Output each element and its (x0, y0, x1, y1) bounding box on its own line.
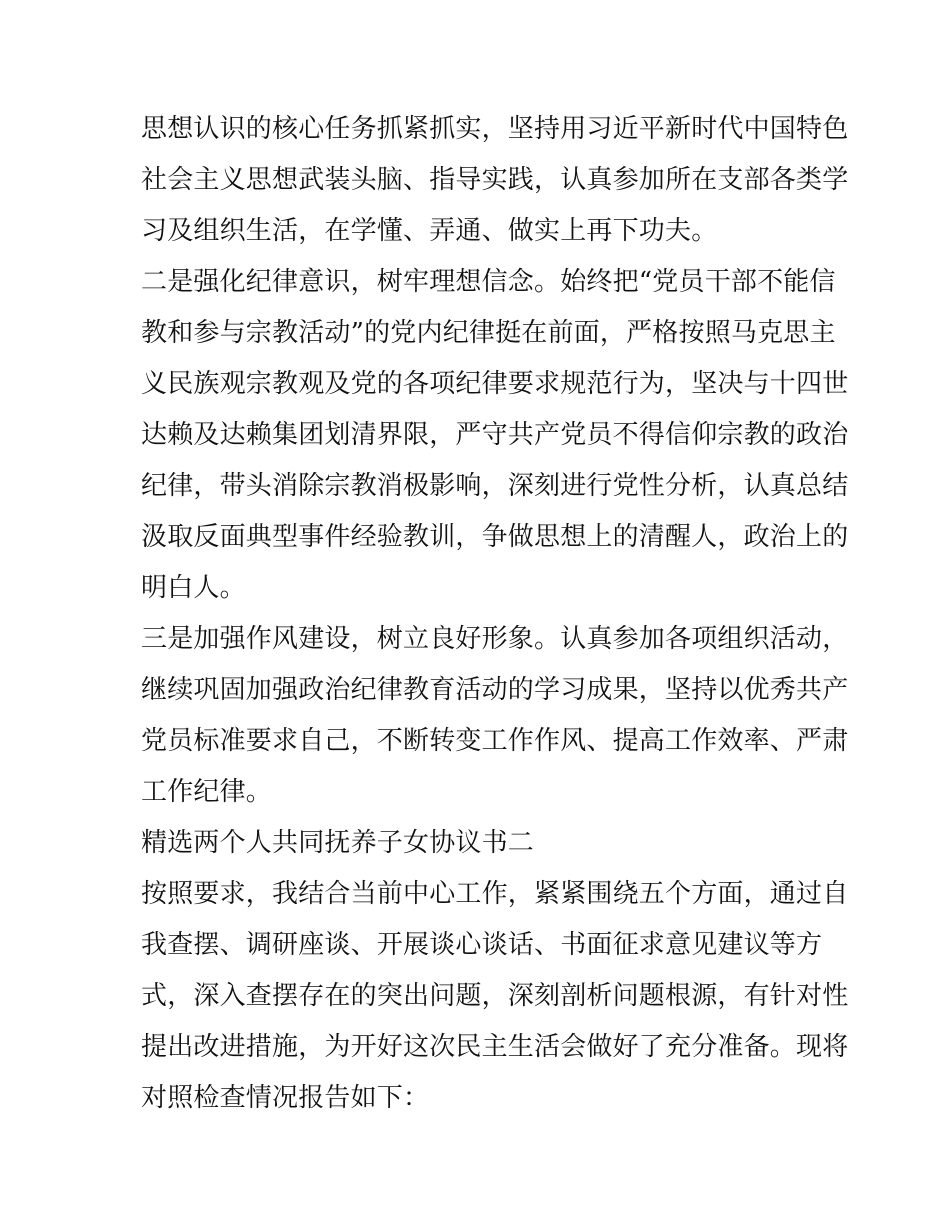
text-line: 工作纪律。 (141, 777, 273, 807)
text-line: 思想认识的核心任务抓紧抓实，坚持用习近平新时代中国特色 (141, 114, 849, 144)
text-line: 明白人。 (141, 573, 246, 603)
text-line: 我查摆、调研座谈、开展谈心谈话、书面征求意见建议等方 (141, 930, 823, 960)
text-line: 二是强化纪律意识，树牢理想信念。始终把“党员干部不能信 (141, 267, 836, 297)
text-line: 党员标准要求自己，不断转变工作作风、提高工作效率、严肃 (141, 726, 849, 756)
text-line: 社会主义思想武装头脑、指导实践，认真参加所在支部各类学 (141, 165, 849, 195)
text-line: 习及组织生活，在学懂、弄通、做实上再下功夫。 (141, 216, 718, 246)
text-line: 达赖及达赖集团划清界限，严守共产党员不得信仰宗教的政治 (141, 420, 849, 450)
text-line: 纪律，带头消除宗教消极影响，深刻进行党性分析，认真总结 (141, 471, 849, 501)
text-line: 义民族观宗教观及党的各项纪律要求规范行为，坚决与十四世 (141, 369, 849, 399)
text-line: 式，深入查摆存在的突出问题，深刻剖析问题根源，有针对性 (141, 981, 849, 1011)
text-line: 继续巩固加强政治纪律教育活动的学习成果，坚持以优秀共产 (141, 675, 849, 705)
text-line: 教和参与宗教活动”的党内纪律挺在前面，严格按照马克思主 (141, 318, 836, 348)
text-line: 按照要求，我结合当前中心工作，紧紧围绕五个方面，通过自 (141, 879, 849, 909)
text-line: 三是加强作风建设，树立良好形象。认真参加各项组织活动， (141, 624, 849, 654)
text-line: 汲取反面典型事件经验教训，争做思想上的清醒人，政治上的 (141, 522, 849, 552)
text-line: 对照检查情况报告如下： (141, 1083, 430, 1113)
section-heading: 精选两个人共同抚养子女协议书二 (141, 828, 535, 858)
text-line: 提出改进措施，为开好这次民主生活会做好了充分准备。现将 (141, 1032, 849, 1062)
